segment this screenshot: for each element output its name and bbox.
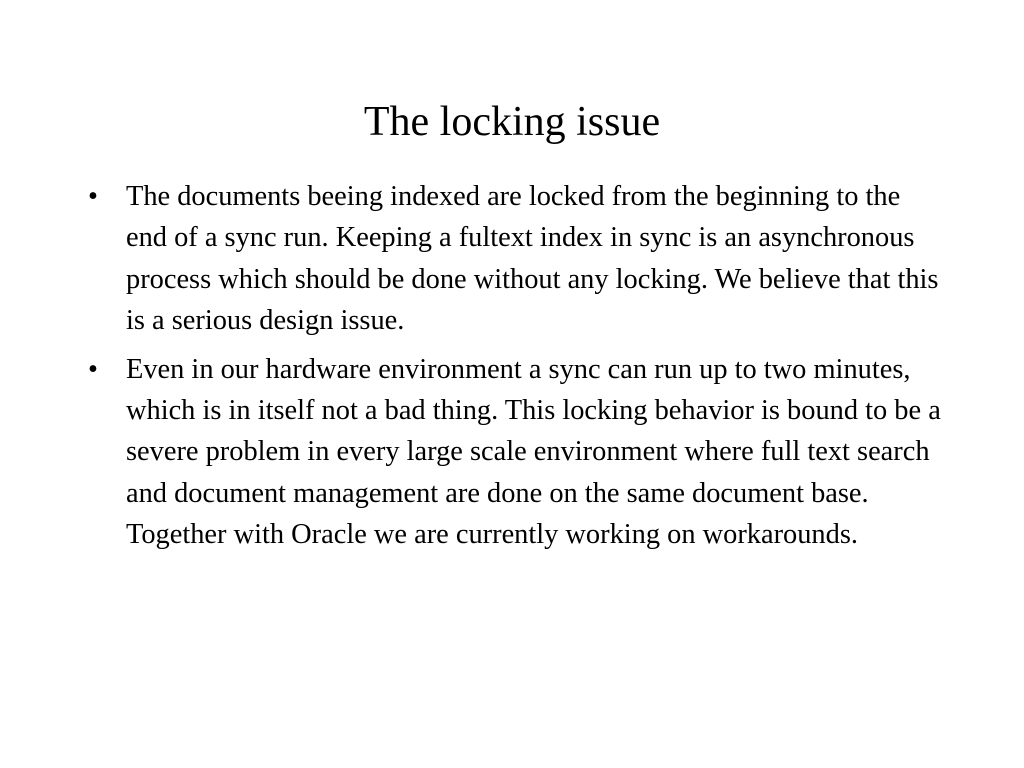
bullet-list <box>88 176 948 563</box>
bullet-marker: • <box>88 181 98 212</box>
bullet-item-locked-documents <box>88 176 948 342</box>
slide-title: The locking issue <box>363 99 661 145</box>
bullet-item-sync-duration <box>88 349 948 556</box>
bullet-marker: • <box>88 353 98 385</box>
bullet-text: The documents beeing indexed are locked from the beginning to the end of a sync run. Keeping a fultext index in sync is an asynchronous process which should be done without any locking. We believe that this is a serious design issue. <box>126 181 939 337</box>
bullet-text: Even in our hardware environment a sync can run up to two minutes, which is in itself not a bad thing. This locking behavior is bound to be a severe problem in every large scale environment where full text search and document management are done on the same document base. Together with Oracle we are currently working on workarounds. <box>126 353 941 551</box>
